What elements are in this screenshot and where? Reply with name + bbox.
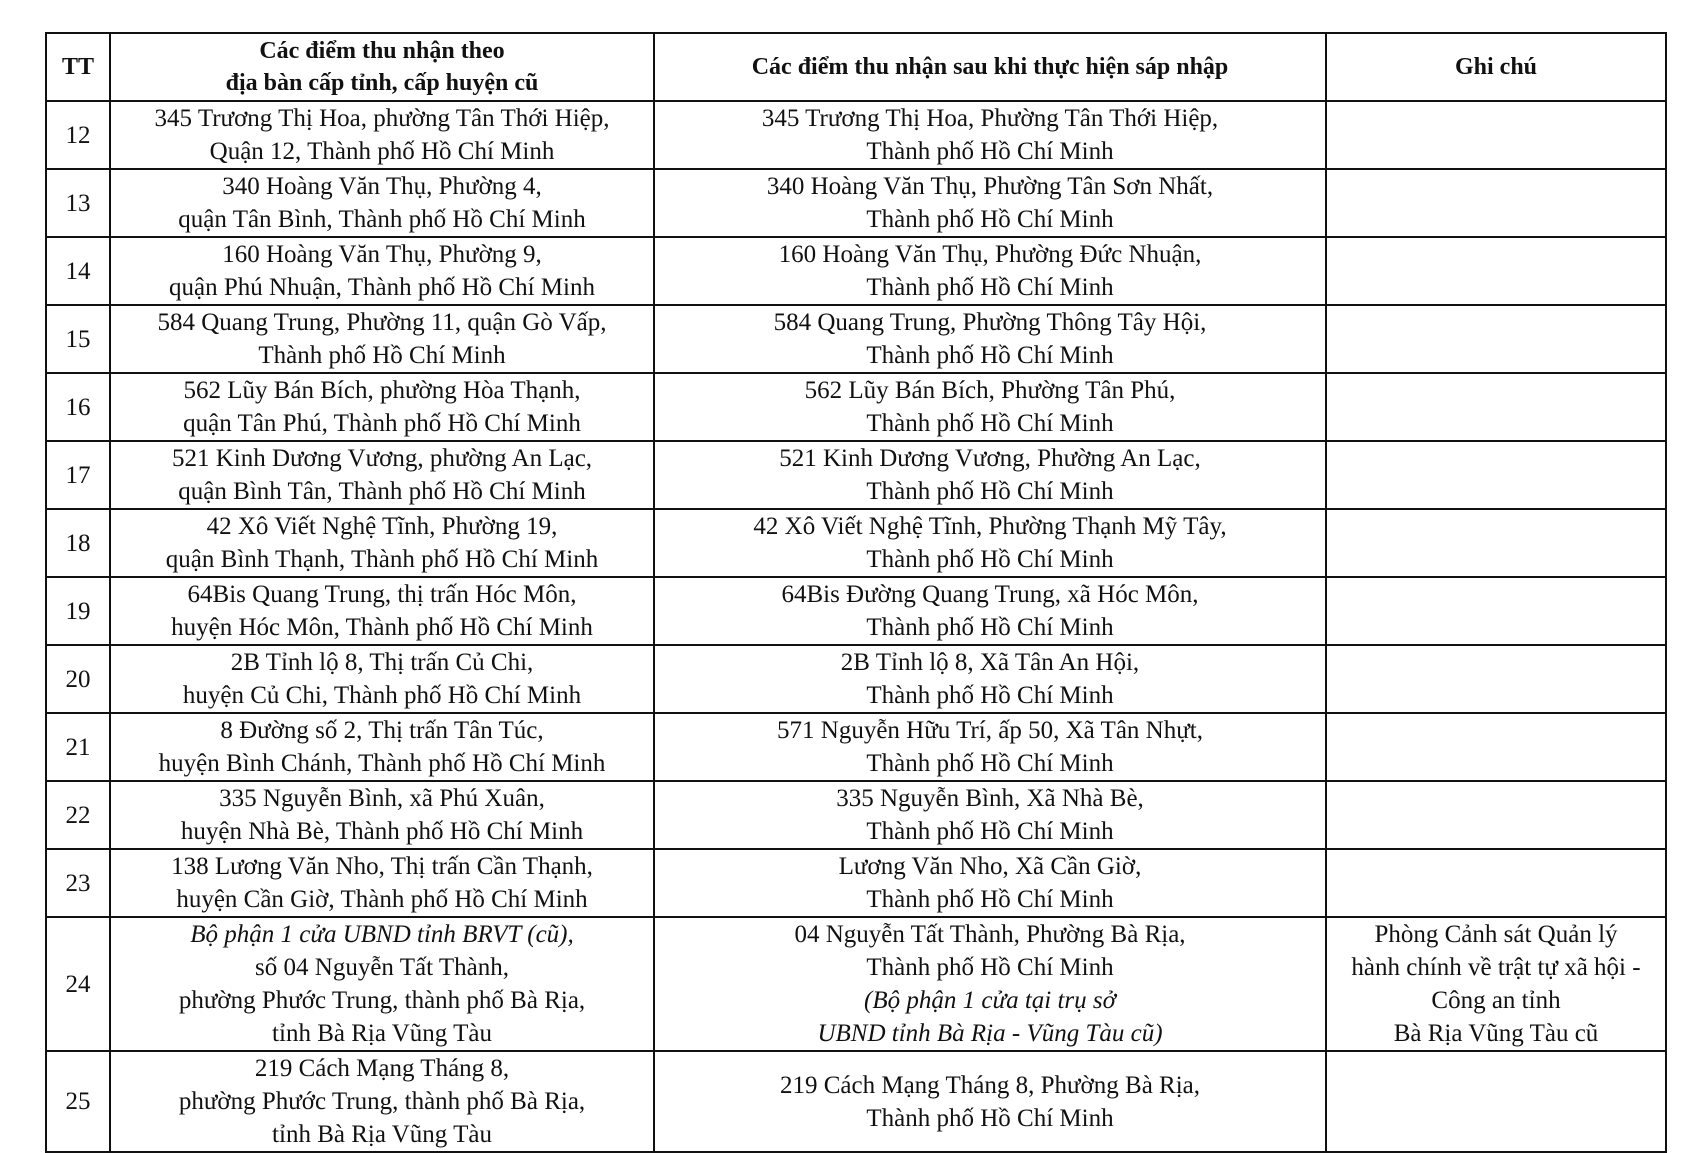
new-address-line: 340 Hoàng Văn Thụ, Phường Tân Sơn Nhất, xyxy=(766,173,1214,200)
note-line: Bà Rịa Vũng Tàu cũ xyxy=(1393,1020,1599,1047)
new-address-line: 42 Xô Viết Nghệ Tĩnh, Phường Thạnh Mỹ Tây, xyxy=(753,513,1227,540)
old-address-line: 138 Lương Văn Nho, Thị trấn Cần Thạnh, xyxy=(171,853,593,880)
new-address-line: Lương Văn Nho, Xã Cần Giờ, xyxy=(838,853,1142,880)
new-address-line: Thành phố Hồ Chí Minh xyxy=(866,410,1114,437)
new-address-line: Thành phố Hồ Chí Minh xyxy=(866,138,1114,165)
row-number: 18 xyxy=(46,509,110,577)
note-cell xyxy=(1326,781,1666,849)
note-line: hành chính về trật tự xã hội - xyxy=(1351,954,1641,981)
table-row xyxy=(46,645,1666,713)
header-new-points: Các điểm thu nhận sau khi thực hiện sáp nhập xyxy=(654,33,1326,101)
old-address xyxy=(110,849,654,917)
new-address-line: Thành phố Hồ Chí Minh xyxy=(866,206,1114,233)
new-address xyxy=(654,509,1326,577)
old-address-line: 2B Tỉnh lộ 8, Thị trấn Củ Chi, xyxy=(230,649,534,676)
new-address-line: 571 Nguyễn Hữu Trí, ấp 50, Xã Tân Nhựt, xyxy=(777,717,1203,744)
old-address-line: quận Bình Thạnh, Thành phố Hồ Chí Minh xyxy=(165,546,599,573)
new-address xyxy=(654,645,1326,713)
row-number: 14 xyxy=(46,237,110,305)
old-address-line: phường Phước Trung, thành phố Bà Rịa, xyxy=(178,987,586,1014)
row-number: 16 xyxy=(46,373,110,441)
old-address-line: huyện Nhà Bè, Thành phố Hồ Chí Minh xyxy=(180,818,584,845)
old-address xyxy=(110,917,654,1051)
row-number: 24 xyxy=(46,917,110,1051)
new-address-line: 160 Hoàng Văn Thụ, Phường Đức Nhuận, xyxy=(778,241,1202,268)
row-number: 19 xyxy=(46,577,110,645)
note-cell xyxy=(1326,441,1666,509)
old-address-line: tỉnh Bà Rịa Vũng Tàu xyxy=(272,1121,492,1148)
header-old-line2: địa bàn cấp tỉnh, cấp huyện cũ xyxy=(225,70,539,96)
table-row xyxy=(46,713,1666,781)
new-address-line: Thành phố Hồ Chí Minh xyxy=(866,954,1114,981)
note-cell xyxy=(1326,713,1666,781)
old-address-line: huyện Củ Chi, Thành phố Hồ Chí Minh xyxy=(182,682,582,709)
old-address-line: 160 Hoàng Văn Thụ, Phường 9, xyxy=(222,241,542,268)
old-address xyxy=(110,101,654,169)
old-address xyxy=(110,781,654,849)
new-address-note: (Bộ phận 1 cửa tại trụ sở xyxy=(864,987,1116,1014)
note-cell xyxy=(1326,849,1666,917)
note-cell xyxy=(1326,237,1666,305)
new-address-line: 562 Lũy Bán Bích, Phường Tân Phú, xyxy=(804,377,1176,404)
note-cell xyxy=(1326,101,1666,169)
old-address xyxy=(110,713,654,781)
row-number: 21 xyxy=(46,713,110,781)
new-address-line: Thành phố Hồ Chí Minh xyxy=(866,614,1114,641)
note-cell xyxy=(1326,373,1666,441)
new-address-line: Thành phố Hồ Chí Minh xyxy=(866,818,1114,845)
header-note: Ghi chú xyxy=(1326,33,1666,101)
new-address xyxy=(654,577,1326,645)
old-address-line: quận Tân Phú, Thành phố Hồ Chí Minh xyxy=(183,410,581,437)
new-address-line: Thành phố Hồ Chí Minh xyxy=(866,274,1114,301)
row-number: 17 xyxy=(46,441,110,509)
old-address xyxy=(110,577,654,645)
old-address-line: 8 Đường số 2, Thị trấn Tân Túc, xyxy=(220,717,544,744)
new-address xyxy=(654,1051,1326,1152)
table-row xyxy=(46,373,1666,441)
table-row xyxy=(46,509,1666,577)
old-address xyxy=(110,169,654,237)
old-address-line: 219 Cách Mạng Tháng 8, xyxy=(254,1055,510,1082)
header-old-line1: Các điểm thu nhận theo xyxy=(259,38,505,64)
table-body xyxy=(46,101,1666,1152)
new-address xyxy=(654,849,1326,917)
old-address-line: quận Bình Tân, Thành phố Hồ Chí Minh xyxy=(178,478,586,505)
table-row xyxy=(46,577,1666,645)
old-address-line: quận Tân Bình, Thành phố Hồ Chí Minh xyxy=(178,206,586,233)
new-address-line: Thành phố Hồ Chí Minh xyxy=(866,750,1114,777)
old-address-line: 584 Quang Trung, Phường 11, quận Gò Vấp, xyxy=(157,309,607,336)
row-number: 23 xyxy=(46,849,110,917)
new-address xyxy=(654,237,1326,305)
row-number: 25 xyxy=(46,1051,110,1152)
new-address-line: 2B Tỉnh lộ 8, Xã Tân An Hội, xyxy=(840,649,1140,676)
row-number: 12 xyxy=(46,101,110,169)
new-address-line: 345 Trương Thị Hoa, Phường Tân Thới Hiệp, xyxy=(761,105,1219,132)
new-address-line: Thành phố Hồ Chí Minh xyxy=(866,546,1114,573)
note-cell xyxy=(1326,305,1666,373)
header-old-points xyxy=(110,33,654,101)
old-address-line: Quận 12, Thành phố Hồ Chí Minh xyxy=(209,138,555,165)
old-address-line: tỉnh Bà Rịa Vũng Tàu xyxy=(272,1020,492,1047)
old-address xyxy=(110,237,654,305)
note-cell xyxy=(1326,509,1666,577)
note-cell xyxy=(1326,169,1666,237)
new-address xyxy=(654,781,1326,849)
new-address xyxy=(654,441,1326,509)
note-cell xyxy=(1326,1051,1666,1152)
new-address xyxy=(654,101,1326,169)
old-address xyxy=(110,1051,654,1152)
table-row xyxy=(46,1051,1666,1152)
row-number: 22 xyxy=(46,781,110,849)
old-address-note: Bộ phận 1 cửa UBND tỉnh BRVT (cũ), xyxy=(190,921,574,948)
note-cell xyxy=(1326,645,1666,713)
note-cell xyxy=(1326,917,1666,1051)
new-address-line: Thành phố Hồ Chí Minh xyxy=(866,682,1114,709)
old-address-line: huyện Hóc Môn, Thành phố Hồ Chí Minh xyxy=(171,614,593,641)
table-row xyxy=(46,305,1666,373)
row-number: 15 xyxy=(46,305,110,373)
new-address-line: 335 Nguyễn Bình, Xã Nhà Bè, xyxy=(836,785,1144,812)
note-line: Phòng Cảnh sát Quản lý xyxy=(1374,921,1618,948)
new-address-line: 521 Kinh Dương Vương, Phường An Lạc, xyxy=(779,445,1201,472)
new-address-line: 219 Cách Mạng Tháng 8, Phường Bà Rịa, xyxy=(779,1071,1201,1099)
old-address-line: huyện Bình Chánh, Thành phố Hồ Chí Minh xyxy=(158,750,606,777)
table-row xyxy=(46,441,1666,509)
old-address-line: 562 Lũy Bán Bích, phường Hòa Thạnh, xyxy=(183,377,581,404)
header-row xyxy=(46,33,1666,101)
new-address-line: Thành phố Hồ Chí Minh xyxy=(866,342,1114,369)
old-address-line: 42 Xô Viết Nghệ Tĩnh, Phường 19, xyxy=(206,513,558,540)
new-address xyxy=(654,917,1326,1051)
note-cell xyxy=(1326,577,1666,645)
new-address-line: 584 Quang Trung, Phường Thông Tây Hội, xyxy=(773,309,1207,336)
old-address-line: 64Bis Quang Trung, thị trấn Hóc Môn, xyxy=(187,581,577,608)
old-address xyxy=(110,373,654,441)
new-address xyxy=(654,169,1326,237)
row-number: 20 xyxy=(46,645,110,713)
table-row xyxy=(46,849,1666,917)
note-line: Công an tỉnh xyxy=(1431,987,1561,1014)
old-address-line: 345 Trương Thị Hoa, phường Tân Thới Hiệp, xyxy=(154,105,610,132)
table-row xyxy=(46,917,1666,1051)
old-address-line: quận Phú Nhuận, Thành phố Hồ Chí Minh xyxy=(169,274,595,301)
old-address-line: huyện Cần Giờ, Thành phố Hồ Chí Minh xyxy=(176,886,588,913)
new-address-line: Thành phố Hồ Chí Minh xyxy=(866,886,1114,913)
new-address-note: UBND tỉnh Bà Rịa - Vũng Tàu cũ) xyxy=(817,1020,1163,1047)
table-row xyxy=(46,169,1666,237)
table-row xyxy=(46,237,1666,305)
new-address-line: 04 Nguyễn Tất Thành, Phường Bà Rịa, xyxy=(794,921,1186,948)
old-address-line: 335 Nguyễn Bình, xã Phú Xuân, xyxy=(219,785,545,812)
header-tt: TT xyxy=(46,33,110,101)
reception-points-table xyxy=(45,32,1667,1153)
old-address xyxy=(110,645,654,713)
new-address xyxy=(654,305,1326,373)
old-address-line: 340 Hoàng Văn Thụ, Phường 4, xyxy=(222,173,542,200)
new-address xyxy=(654,713,1326,781)
table-row xyxy=(46,101,1666,169)
table-row xyxy=(46,781,1666,849)
new-address-line: 64Bis Đường Quang Trung, xã Hóc Môn, xyxy=(781,581,1199,608)
old-address-line: 521 Kinh Dương Vương, phường An Lạc, xyxy=(171,445,593,472)
old-address xyxy=(110,441,654,509)
new-address xyxy=(654,373,1326,441)
new-address-line: Thành phố Hồ Chí Minh xyxy=(866,478,1114,505)
new-address-line: Thành phố Hồ Chí Minh xyxy=(866,1104,1114,1132)
old-address-line: Thành phố Hồ Chí Minh xyxy=(258,342,506,369)
old-address-line: phường Phước Trung, thành phố Bà Rịa, xyxy=(178,1088,586,1115)
old-address xyxy=(110,305,654,373)
old-address-line: số 04 Nguyễn Tất Thành, xyxy=(255,954,509,981)
old-address xyxy=(110,509,654,577)
row-number: 13 xyxy=(46,169,110,237)
